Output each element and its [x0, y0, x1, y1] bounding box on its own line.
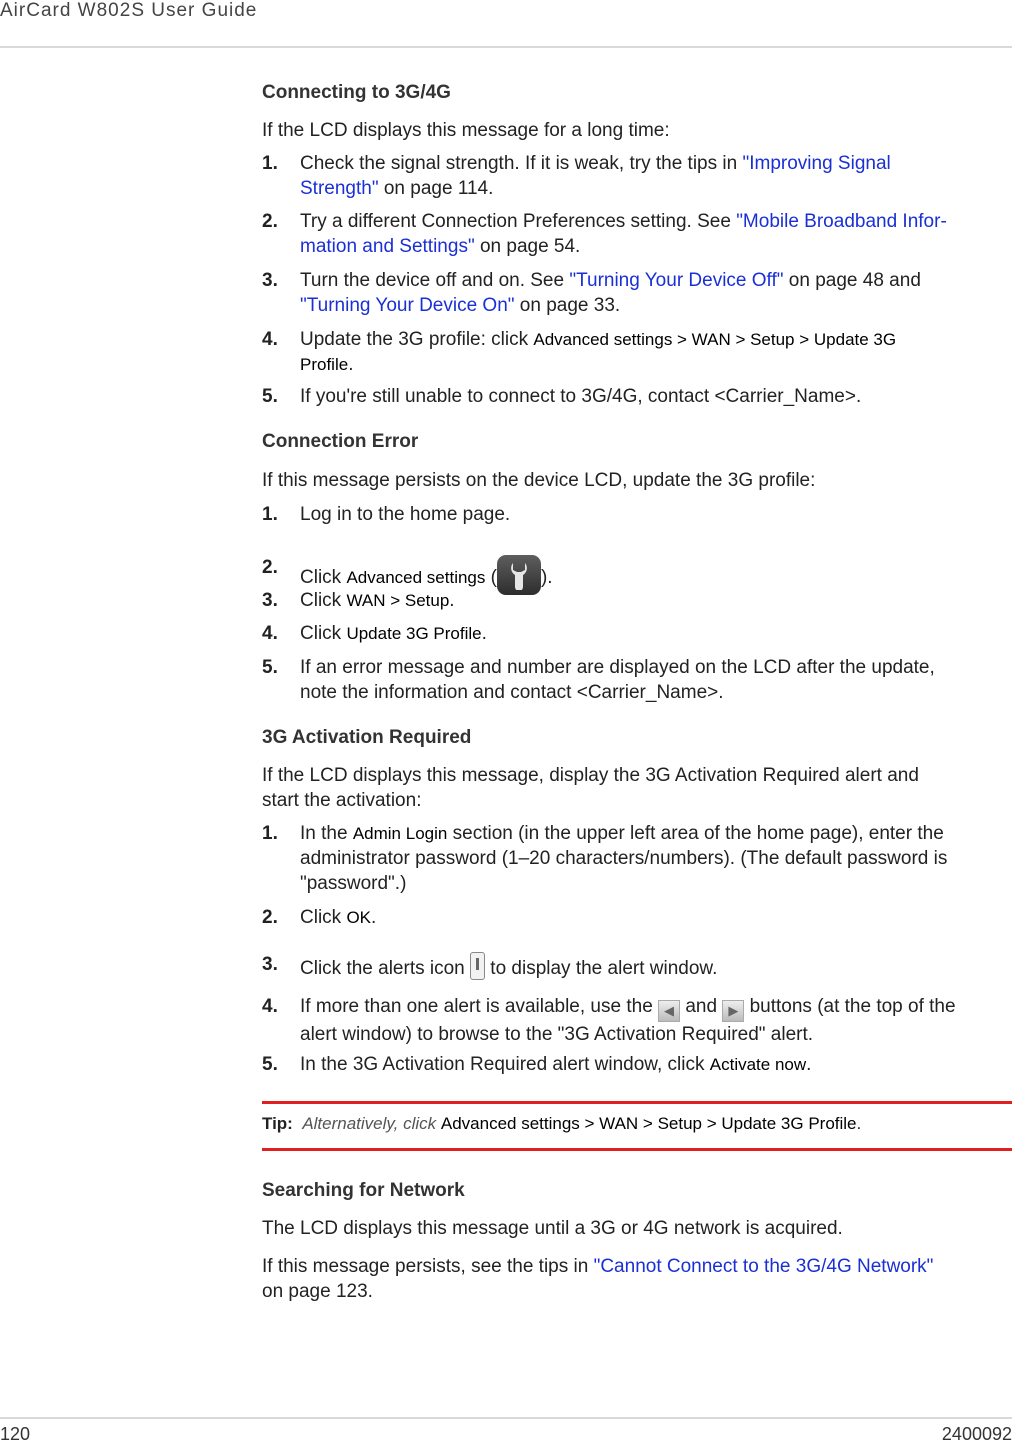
- heading-activation-required: 3G Activation Required: [262, 727, 472, 748]
- item-text: administrator password (1–20 characters/numbers). (The default password is: [300, 848, 948, 869]
- item-text: on page 54.: [474, 236, 581, 257]
- next-arrow-icon: ▶: [722, 1000, 744, 1022]
- tip-rule-top: [262, 1101, 1012, 1104]
- ui-path-cont: Profile: [300, 355, 349, 374]
- item-number: 1.: [262, 153, 278, 174]
- running-header: AirCard W802S User Guide: [0, 0, 258, 21]
- previous-arrow-icon: ◀: [658, 1000, 680, 1022]
- intro-connecting: If the LCD displays this message for a long time:: [262, 120, 670, 141]
- item-text: ).: [540, 567, 553, 588]
- item-text: In the 3G Activation Required alert window, click: [300, 1054, 710, 1075]
- item-text: Click: [300, 623, 347, 644]
- item-text: .: [481, 623, 487, 644]
- para-text: If this message persists, see the tips in: [262, 1256, 594, 1277]
- item-text: on page 48 and: [783, 270, 921, 291]
- ui-wan-setup: WAN > Setup: [346, 591, 450, 610]
- item-number: 1.: [262, 504, 278, 525]
- link-device-on[interactable]: "Turning Your Device On": [300, 295, 515, 316]
- intro-line: start the activation:: [262, 790, 422, 811]
- intro-activation-required: [262, 763, 1008, 813]
- item-number: 5.: [262, 1054, 278, 1075]
- item-text: .: [449, 590, 455, 611]
- ui-update-profile: Update 3G Profile: [346, 624, 482, 643]
- item-text: Click: [300, 907, 347, 928]
- ui-activate-now: Activate now: [709, 1055, 807, 1074]
- item-text: buttons (at the top of the: [744, 996, 956, 1017]
- item-number: 2.: [262, 557, 278, 578]
- item-text: In the: [300, 823, 353, 844]
- intro-connection-error: If this message persists on the device LCD, update the 3G profile:: [262, 470, 816, 491]
- item-text: on page 33.: [514, 295, 621, 316]
- tip-rule-bottom: [262, 1148, 1012, 1151]
- item-text: to display the alert window.: [485, 958, 718, 979]
- item-number: 2.: [262, 907, 278, 928]
- ui-path: Advanced settings > WAN > Setup > Update 3G: [533, 330, 897, 349]
- heading-connection-error: Connection Error: [262, 431, 419, 452]
- footer-rule: [0, 1417, 1012, 1419]
- link-improving-signal-cont[interactable]: Strength": [300, 178, 379, 199]
- item-text: and: [680, 996, 723, 1017]
- alert-icon: [470, 952, 485, 980]
- item-text: Turn the device off and on. See: [300, 270, 570, 291]
- tip-text: Alternatively, click: [302, 1114, 441, 1133]
- item-number: 2.: [262, 211, 278, 232]
- ui-admin-login: Admin Login: [352, 824, 448, 843]
- item-text: If more than one alert is available, use the: [300, 996, 659, 1017]
- item-number: 3.: [262, 954, 278, 975]
- heading-connecting: Connecting to 3G/4G: [262, 82, 451, 103]
- item-text: If an error message and number are displayed on the LCD after the update,: [300, 657, 935, 678]
- para-searching-2: [262, 1254, 1008, 1304]
- link-mobile-broadband[interactable]: "Mobile Broadband Infor-: [736, 211, 947, 232]
- item-text: Try a different Connection Preferences setting. See: [300, 211, 737, 232]
- tip-label: Tip:: [262, 1114, 293, 1133]
- document-id: 2400092: [941, 1424, 1012, 1444]
- link-cannot-connect[interactable]: "Cannot Connect to the 3G/4G Network": [593, 1256, 934, 1277]
- item-number: 5.: [262, 657, 278, 678]
- item-text: Check the signal strength. If it is weak, try the tips in: [300, 153, 743, 174]
- item-text: .: [806, 1054, 812, 1075]
- item-text: Update the 3G profile: click: [300, 329, 534, 350]
- item-text: Click: [300, 567, 347, 588]
- item-number: 4.: [262, 329, 278, 350]
- item-text: "password".): [300, 873, 407, 894]
- item-text: alert window) to browse to the "3G Activation Required" alert.: [300, 1024, 814, 1045]
- item-number: 3.: [262, 270, 278, 291]
- ui-ok: OK: [346, 908, 372, 927]
- item-text: If you're still unable to connect to 3G/4G, contact <Carrier_Name>.: [300, 386, 862, 407]
- header-rule: [0, 46, 1012, 48]
- item-number: 4.: [262, 623, 278, 644]
- item-text: Click the alerts icon: [300, 958, 471, 979]
- link-mobile-broadband-cont[interactable]: mation and Settings": [300, 236, 475, 257]
- tip-box: [262, 1114, 861, 1134]
- item-number: 4.: [262, 996, 278, 1017]
- item-text: Log in to the home page.: [300, 504, 511, 525]
- intro-line: If the LCD displays this message, display the 3G Activation Required alert and: [262, 765, 919, 786]
- para-text: on page 123.: [262, 1281, 373, 1302]
- item-text: Click: [300, 590, 347, 611]
- item-text: .: [371, 907, 377, 928]
- tip-end: .: [856, 1114, 862, 1133]
- tip-ui-path: Advanced settings > WAN > Setup > Update 3G Profile: [440, 1114, 857, 1133]
- link-device-off[interactable]: "Turning Your Device Off": [569, 270, 784, 291]
- item-text: (: [485, 567, 497, 588]
- item-text: on page 114.: [378, 178, 494, 199]
- link-improving-signal[interactable]: "Improving Signal: [742, 153, 891, 174]
- heading-searching-network: Searching for Network: [262, 1180, 465, 1201]
- para-searching-1: The LCD displays this message until a 3G or 4G network is acquired.: [262, 1218, 843, 1239]
- item-text: note the information and contact <Carrier_Name>.: [300, 682, 724, 703]
- item-number: 1.: [262, 823, 278, 844]
- page-number: 120: [0, 1424, 31, 1444]
- item-text: section (in the upper left area of the home page), enter the: [447, 823, 944, 844]
- ui-advanced-settings: Advanced settings: [346, 568, 486, 587]
- item-number: 3.: [262, 590, 278, 611]
- item-text: .: [348, 354, 354, 375]
- item-number: 5.: [262, 386, 278, 407]
